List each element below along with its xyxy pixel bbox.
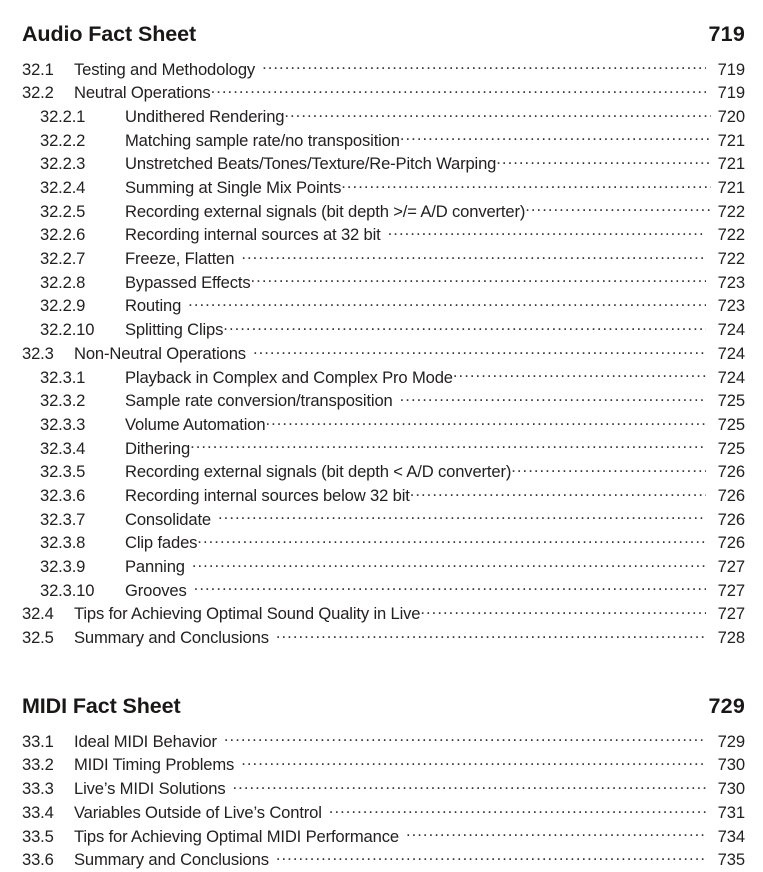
dot-leader [192, 555, 706, 572]
toc-entry[interactable] [0, 579, 763, 603]
dot-leader [388, 224, 706, 241]
toc-entry-page-number: 722 [717, 249, 745, 269]
toc-entry-label: Summing at Single Mix Points [125, 178, 342, 198]
toc-entry-number: 32.3.4 [40, 438, 86, 458]
toc-entry[interactable] [0, 508, 763, 532]
toc-entry-page-number: 731 [717, 802, 745, 822]
toc-entry[interactable] [0, 461, 763, 485]
top-spacer [0, 0, 763, 22]
toc-entry-number: 32.2.3 [40, 154, 86, 174]
toc-entry-page-number: 724 [717, 320, 745, 340]
toc-entry[interactable] [0, 82, 763, 106]
header-underspace [0, 47, 763, 58]
toc-entry[interactable] [0, 849, 763, 872]
toc-entry-label: Neutral Operations [74, 83, 211, 103]
toc-entry-label: Tips for Achieving Optimal Sound Quality in Live [74, 604, 421, 624]
toc-entry[interactable] [0, 248, 763, 272]
toc-entry-page-number: 724 [717, 343, 745, 363]
section-title: MIDI Fact Sheet [22, 694, 181, 719]
toc-entry-number: 32.2.7 [40, 249, 86, 269]
toc-entry[interactable] [0, 105, 763, 129]
toc-entry-label: Recording external signals (bit depth < A/D converter) [125, 462, 512, 482]
toc-entry-page-number: 725 [717, 391, 745, 411]
toc-entry-label: Non-Neutral Operations [74, 343, 246, 363]
toc-entry-number: 32.5 [22, 628, 54, 648]
dot-leader [224, 730, 706, 747]
toc-entry[interactable] [0, 390, 763, 414]
toc-entry-number: 32.3.9 [40, 557, 86, 577]
toc-entry-number: 33.1 [22, 731, 54, 751]
toc-entry-page-number: 727 [717, 557, 745, 577]
toc-entry[interactable] [0, 778, 763, 802]
toc-entry-list [0, 730, 763, 872]
toc-entry-page-number: 734 [717, 826, 745, 846]
toc-entry-page-number: 722 [717, 225, 745, 245]
dot-leader [211, 82, 706, 99]
toc-entry-number: 33.6 [22, 850, 54, 870]
dot-leader [341, 176, 711, 193]
dot-leader [284, 105, 711, 122]
section-page-number: 729 [708, 694, 745, 719]
toc-entry-label: Splitting Clips [125, 320, 224, 340]
toc-entry-page-number: 720 [717, 106, 745, 126]
dot-leader [329, 801, 706, 818]
toc-entry-number: 32.3 [22, 343, 54, 363]
toc-entry-number: 33.5 [22, 826, 54, 846]
toc-entry-label: Recording internal sources below 32 bit [125, 485, 410, 505]
toc-entry[interactable] [0, 437, 763, 461]
toc-entry-number: 32.2.9 [40, 296, 86, 316]
toc-entry[interactable] [0, 555, 763, 579]
toc-entry-label: Variables Outside of Live’s Control [74, 802, 322, 822]
toc-entry-page-number: 722 [717, 201, 745, 221]
toc-entry-page-number: 725 [717, 438, 745, 458]
dot-leader [251, 271, 706, 288]
toc-entry-label: Grooves [125, 580, 187, 600]
section-header [0, 22, 763, 47]
toc-entry-number: 33.3 [22, 779, 54, 799]
dot-leader [241, 754, 706, 771]
toc-entry[interactable] [0, 129, 763, 153]
toc-entry-label: Unstretched Beats/Tones/Texture/Re-Pitch Warping [125, 154, 497, 174]
toc-entry-label: Testing and Methodology [74, 59, 256, 79]
toc-entry-page-number: 735 [717, 850, 745, 870]
toc-entry-number: 32.2.8 [40, 272, 86, 292]
toc-entry[interactable] [0, 627, 763, 651]
toc-entry-label: Recording internal sources at 32 bit [125, 225, 381, 245]
toc-entry-page-number: 721 [717, 130, 745, 150]
toc-entry[interactable] [0, 413, 763, 437]
toc-entry[interactable] [0, 176, 763, 200]
toc-entry-label: Playback in Complex and Complex Pro Mode [125, 367, 453, 387]
toc-entry-list [0, 58, 763, 650]
dot-leader [400, 129, 711, 146]
toc-entry-label: Ideal MIDI Behavior [74, 731, 217, 751]
toc-entry[interactable] [0, 603, 763, 627]
toc-entry-page-number: 730 [717, 755, 745, 775]
dot-leader [194, 579, 706, 596]
toc-entry-label: Matching sample rate/no transposition [125, 130, 400, 150]
toc-entry-label: Bypassed Effects [125, 272, 251, 292]
toc-entry-number: 32.3.6 [40, 485, 86, 505]
toc-entry-page-number: 727 [717, 580, 745, 600]
dot-leader [511, 461, 706, 478]
dot-leader [406, 825, 706, 842]
toc-entry-page-number: 725 [717, 414, 745, 434]
toc-entry-label: Clip fades [125, 533, 198, 553]
dot-leader [197, 532, 706, 549]
toc-entry-page-number: 729 [717, 731, 745, 751]
toc-entry-page-number: 727 [717, 604, 745, 624]
toc-entry[interactable] [0, 484, 763, 508]
toc-entry-page-number: 730 [717, 779, 745, 799]
toc-entry-number: 32.2.2 [40, 130, 86, 150]
section-page-number: 719 [708, 22, 745, 46]
toc-entry[interactable] [0, 342, 763, 366]
toc-entry-number: 32.2.5 [40, 201, 86, 221]
dot-leader [188, 295, 706, 312]
toc-entry[interactable] [0, 801, 763, 825]
toc-entry[interactable] [0, 271, 763, 295]
toc-entry-number: 32.3.2 [40, 391, 86, 411]
dot-leader [525, 200, 711, 217]
section-header [0, 694, 763, 719]
toc-entry-label: MIDI Timing Problems [74, 755, 235, 775]
toc-entry-number: 32.2.6 [40, 225, 86, 245]
dot-leader [190, 437, 706, 454]
toc-entry-page-number: 719 [717, 59, 745, 79]
toc-entry-page-number: 726 [717, 485, 745, 505]
toc-entry-page-number: 721 [717, 178, 745, 198]
toc-entry-label: Dithering [125, 438, 191, 458]
toc-entry-number: 32.2.1 [40, 106, 86, 126]
toc-entry-number: 32.3.1 [40, 367, 86, 387]
dot-leader [453, 366, 706, 383]
toc-entry-number: 33.4 [22, 802, 54, 822]
dot-leader [241, 248, 706, 265]
dot-leader [223, 319, 706, 336]
toc-entry[interactable] [0, 58, 763, 82]
toc-entry-label: Consolidate [125, 509, 211, 529]
toc-entry-number: 32.2.10 [40, 320, 95, 340]
section-title: Audio Fact Sheet [22, 22, 197, 46]
toc-entry-number: 32.3.3 [40, 414, 86, 434]
dot-leader [262, 58, 706, 75]
toc-entry-label: Panning [125, 557, 185, 577]
toc-entry[interactable] [0, 366, 763, 390]
dot-leader [233, 778, 707, 795]
toc-entry[interactable] [0, 532, 763, 556]
toc-entry[interactable] [0, 153, 763, 177]
toc-entry[interactable] [0, 224, 763, 248]
dot-leader [420, 603, 706, 620]
toc-entry-label: Summary and Conclusions [74, 850, 269, 870]
toc-entry-number: 32.2.4 [40, 178, 86, 198]
toc-entry-label: Live’s MIDI Solutions [74, 779, 226, 799]
toc-entry-number: 32.3.5 [40, 462, 86, 482]
toc-entry-page-number: 724 [717, 367, 745, 387]
toc-entry-number: 32.3.10 [40, 580, 95, 600]
toc-entry-page-number: 726 [717, 509, 745, 529]
toc-entry-label: Sample rate conversion/transposition [125, 391, 393, 411]
dot-leader [253, 342, 706, 359]
toc-entry-label: Summary and Conclusions [74, 628, 269, 648]
dot-leader [265, 413, 706, 430]
header-underspace [0, 719, 763, 730]
toc-entry-number: 32.3.7 [40, 509, 86, 529]
toc-entry-label: Tips for Achieving Optimal MIDI Performance [74, 826, 399, 846]
toc-entry-page-number: 726 [717, 533, 745, 553]
toc-entry-label: Routing [125, 296, 182, 316]
toc-entry-page-number: 723 [717, 272, 745, 292]
dot-leader [218, 508, 706, 525]
toc-entry-number: 32.3.8 [40, 533, 86, 553]
section-gap [0, 650, 763, 694]
toc-entry[interactable] [0, 754, 763, 778]
toc-root [0, 22, 763, 872]
toc-entry-number: 32.1 [22, 59, 54, 79]
toc-entry-number: 32.4 [22, 604, 54, 624]
toc-entry[interactable] [0, 825, 763, 849]
toc-entry[interactable] [0, 295, 763, 319]
dot-leader [276, 849, 706, 866]
toc-entry[interactable] [0, 319, 763, 343]
toc-entry[interactable] [0, 200, 763, 224]
toc-entry[interactable] [0, 730, 763, 754]
dot-leader [496, 153, 711, 170]
toc-entry-page-number: 728 [717, 628, 745, 648]
dot-leader [400, 390, 706, 407]
toc-entry-page-number: 723 [717, 296, 745, 316]
toc-entry-label: Undithered Rendering [125, 106, 285, 126]
dot-leader [276, 627, 706, 644]
toc-entry-label: Recording external signals (bit depth >/= A/D converter) [125, 201, 526, 221]
toc-entry-number: 33.2 [22, 755, 54, 775]
toc-entry-page-number: 719 [717, 83, 745, 103]
toc-entry-label: Freeze, Flatten [125, 249, 235, 269]
dot-leader [410, 484, 706, 501]
toc-entry-label: Volume Automation [125, 414, 266, 434]
toc-entry-page-number: 721 [717, 154, 745, 174]
toc-entry-page-number: 726 [717, 462, 745, 482]
toc-entry-number: 32.2 [22, 83, 54, 103]
